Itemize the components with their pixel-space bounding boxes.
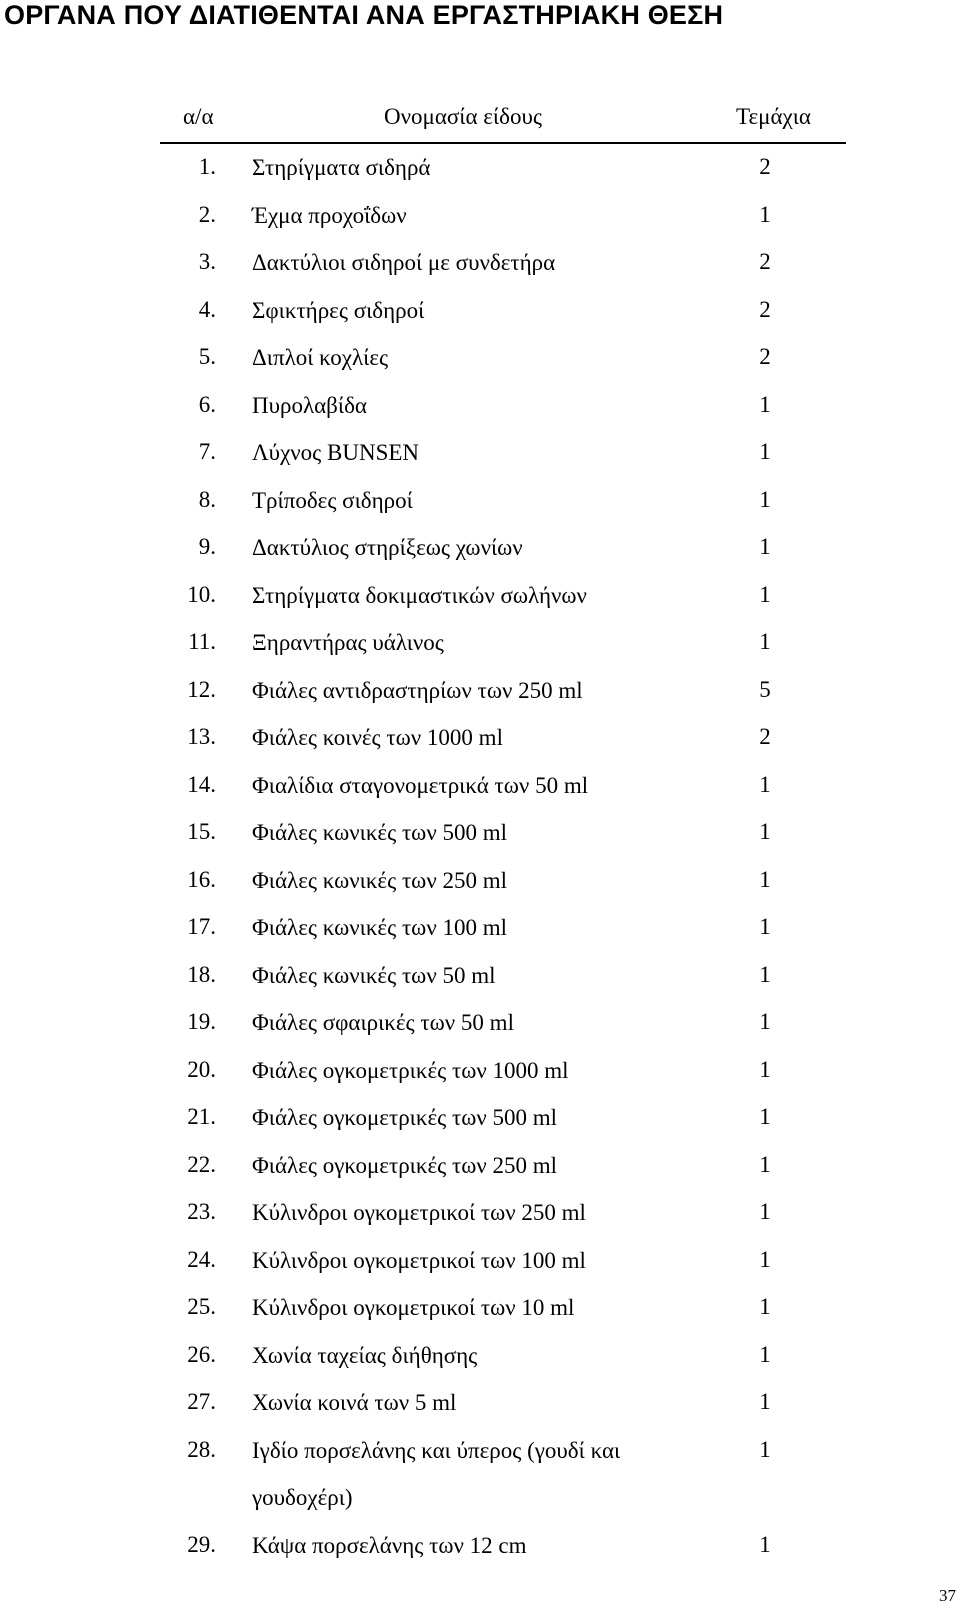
row-name: Ξηραντήρας υάλινος — [252, 630, 444, 655]
row-name: Δακτύλιοι σιδηροί με συνδετήρα — [252, 250, 556, 275]
row-quantity: 1 — [759, 1104, 771, 1129]
table-row — [160, 144, 846, 192]
row-quantity: 1 — [759, 1246, 771, 1272]
table-row — [160, 1142, 846, 1190]
row-index: 26. — [187, 1341, 216, 1367]
row-name: Στηρίγματα σιδηρά — [252, 155, 431, 180]
table-row — [160, 952, 846, 1000]
row-name: Χωνία ταχείας διήθησης — [252, 1342, 478, 1368]
row-name: Φιάλες ογκομετρικές των 250 ml — [252, 1152, 558, 1178]
row-index: 13. — [187, 724, 216, 749]
row-name: Φιάλες ογκομετρικές των 1000 ml — [252, 1057, 569, 1083]
row-quantity: 1 — [759, 961, 771, 987]
row-index: 8. — [198, 486, 216, 512]
row-quantity: 1 — [759, 1151, 771, 1177]
row-name: Δακτύλιος στηρίξεως χωνίων — [252, 535, 523, 560]
row-name: Φιάλες κοινές των 1000 ml — [252, 725, 503, 750]
row-quantity: 2 — [759, 724, 771, 749]
row-quantity: 1 — [759, 486, 771, 512]
row-index: 16. — [187, 866, 216, 892]
row-index: 9. — [198, 534, 216, 559]
row-quantity: 1 — [759, 1294, 771, 1319]
row-name: Φιάλες σφαιρικές των 50 ml — [252, 1010, 514, 1035]
row-quantity: 1 — [759, 534, 771, 559]
table-row — [160, 572, 846, 620]
row-name: Σφικτήρες σιδηροί — [252, 297, 425, 323]
row-name: Έχμα προχοΐδων — [252, 202, 407, 228]
row-name: Κύλινδροι ογκομετρικοί των 10 ml — [252, 1295, 575, 1320]
row-index: 2. — [198, 201, 216, 227]
row-index: 27. — [187, 1389, 216, 1414]
row-name: Φιάλες κωνικές των 250 ml — [252, 867, 507, 893]
table-row — [160, 999, 846, 1047]
row-name: Λύχνος BUNSEN — [252, 440, 420, 465]
row-name: Τρίποδες σιδηροί — [252, 487, 413, 513]
table-row — [160, 1047, 846, 1095]
row-quantity: 2 — [759, 296, 771, 322]
table-row — [160, 619, 846, 667]
row-quantity: 1 — [759, 914, 771, 939]
row-index: 23. — [187, 1199, 216, 1224]
inventory-table — [160, 92, 846, 1569]
row-index: 29. — [187, 1531, 216, 1557]
row-quantity: 1 — [759, 1389, 771, 1414]
row-quantity: 1 — [759, 1531, 771, 1557]
table-header — [160, 92, 846, 144]
row-index: 19. — [187, 1009, 216, 1034]
row-quantity: 1 — [759, 439, 771, 464]
row-index: 21. — [187, 1104, 216, 1129]
table-row — [160, 1522, 846, 1570]
row-name: Στηρίγματα δοκιμαστικών σωλήνων — [252, 582, 587, 608]
row-quantity: 1 — [759, 391, 771, 417]
row-quantity: 1 — [759, 1436, 771, 1462]
row-index: 28. — [187, 1436, 216, 1462]
table-row — [160, 1284, 846, 1332]
row-name: Φιάλες κωνικές των 100 ml — [252, 915, 507, 940]
row-index: 14. — [187, 771, 216, 797]
table-row — [160, 429, 846, 477]
row-name: Φιάλες κωνικές των 50 ml — [252, 962, 496, 988]
row-quantity: 1 — [759, 771, 771, 797]
table-row — [160, 714, 846, 762]
row-quantity: 1 — [759, 1056, 771, 1082]
row-name: Πυρολαβίδα — [252, 392, 367, 418]
table-row — [160, 809, 846, 857]
row-index: 22. — [187, 1151, 216, 1177]
row-index: 18. — [187, 961, 216, 987]
row-name: Φιάλες αντιδραστηρίων των 250 ml — [252, 677, 583, 703]
header-index: α/α — [183, 104, 214, 129]
row-name: Φιάλες κωνικές των 500 ml — [252, 820, 507, 845]
table-row — [160, 1237, 846, 1285]
table-row — [160, 667, 846, 715]
row-quantity: 1 — [759, 581, 771, 607]
row-quantity: 1 — [759, 201, 771, 227]
table-row — [160, 192, 846, 240]
row-index: 12. — [187, 676, 216, 702]
row-index: 11. — [188, 629, 216, 654]
table-row — [160, 1379, 846, 1427]
table-row — [160, 857, 846, 905]
header-name: Ονομασία είδους — [384, 104, 542, 129]
table-row — [160, 524, 846, 572]
table-row — [160, 239, 846, 287]
row-quantity: 2 — [759, 154, 771, 179]
row-index: 17. — [187, 914, 216, 939]
row-name: Κάψα πορσελάνης των 12 cm — [252, 1532, 527, 1558]
row-index: 15. — [187, 819, 216, 844]
page-number: 37 — [939, 1586, 956, 1605]
row-quantity: 1 — [759, 866, 771, 892]
row-name: Κύλινδροι ογκομετρικοί των 100 ml — [252, 1247, 586, 1273]
row-index: 10. — [187, 581, 216, 607]
row-name: Ιγδίο πορσελάνης και ύπερος (γουδί και γουδοχέρι) — [252, 1437, 621, 1510]
row-quantity: 2 — [759, 249, 771, 274]
table-row — [160, 1094, 846, 1142]
row-name: Χωνία κοινά των 5 ml — [252, 1390, 457, 1415]
table-row — [160, 1189, 846, 1237]
table-row — [160, 1332, 846, 1380]
table-row — [160, 904, 846, 952]
row-quantity: 1 — [759, 1199, 771, 1224]
row-quantity: 1 — [759, 629, 771, 654]
row-index: 3. — [198, 249, 216, 274]
table-row — [160, 762, 846, 810]
row-index: 5. — [198, 344, 216, 369]
row-index: 4. — [198, 296, 216, 322]
row-quantity: 1 — [759, 819, 771, 844]
header-quantity: Τεμάχια — [736, 104, 811, 129]
row-quantity: 5 — [759, 676, 771, 702]
row-index: 6. — [198, 391, 216, 417]
table-row — [160, 334, 846, 382]
table-row — [160, 287, 846, 335]
row-quantity: 1 — [759, 1009, 771, 1034]
row-index: 25. — [187, 1294, 216, 1319]
row-name: Διπλοί κοχλίες — [252, 345, 389, 370]
page-title: ΟΡΓΑΝΑ ΠΟΥ ΔΙΑΤΙΘΕΝΤΑΙ ΑΝΑ ΕΡΓΑΣΤΗΡΙΑΚΗ ΘΕΣΗ — [4, 0, 724, 30]
table-row — [160, 382, 846, 430]
row-name: Κύλινδροι ογκομετρικοί των 250 ml — [252, 1200, 586, 1225]
table-row — [160, 1427, 846, 1522]
row-index: 20. — [187, 1056, 216, 1082]
row-index: 24. — [187, 1246, 216, 1272]
row-index: 7. — [198, 439, 216, 464]
row-quantity: 2 — [759, 344, 771, 369]
row-quantity: 1 — [759, 1341, 771, 1367]
table-row — [160, 477, 846, 525]
row-name: Φιάλες ογκομετρικές των 500 ml — [252, 1105, 558, 1130]
row-name: Φιαλίδια σταγονομετρικά των 50 ml — [252, 772, 589, 798]
row-index: 1. — [198, 154, 216, 179]
